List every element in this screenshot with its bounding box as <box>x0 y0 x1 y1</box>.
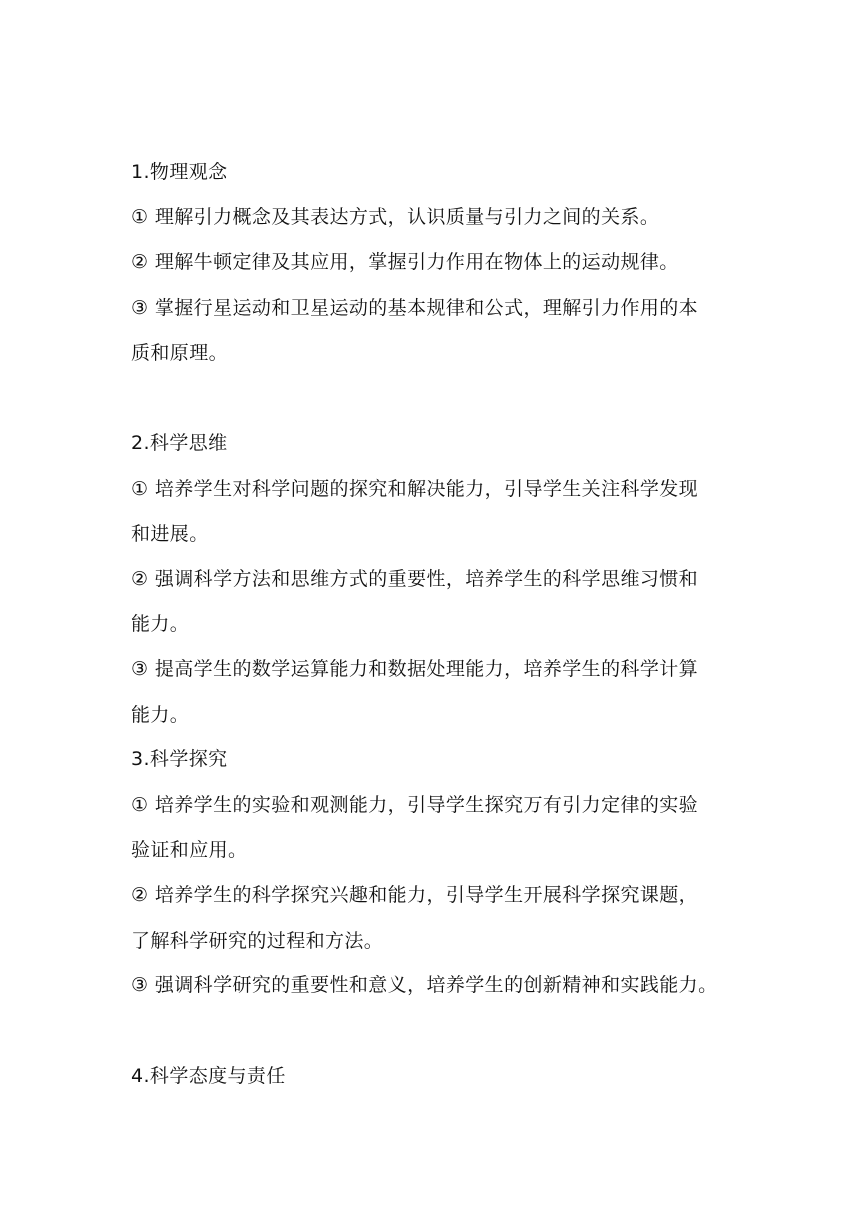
list-item-line: ① 培养学生对科学问题的探究和解决能力，引导学生关注科学发现 <box>131 478 699 500</box>
list-item-line-continuation: 能力。 <box>131 613 190 635</box>
list-item-line-continuation: 能力。 <box>131 704 190 726</box>
list-item-line: ③ 掌握行星运动和卫星运动的基本规律和公式，理解引力作用的本 <box>131 297 699 319</box>
list-item-line: ① 培养学生的实验和观测能力，引导学生探究万有引力定律的实验 <box>131 794 699 816</box>
list-item-line-continuation: 质和原理。 <box>131 342 229 364</box>
list-item-line-continuation: 验证和应用。 <box>131 839 248 861</box>
section-heading: 1.物理观念 <box>131 161 228 183</box>
list-item-line-continuation: 了解科学研究的过程和方法。 <box>131 930 384 952</box>
list-item-line: ③ 强调科学研究的重要性和意义，培养学生的创新精神和实践能力。 <box>131 974 718 996</box>
list-item-line: ① 理解引力概念及其表达方式，认识质量与引力之间的关系。 <box>131 206 660 228</box>
list-item-line: ② 培养学生的科学探究兴趣和能力，引导学生开展科学探究课题， <box>131 884 699 906</box>
section-heading: 2.科学思维 <box>131 432 228 454</box>
list-item-line: ② 理解牛顿定律及其应用，掌握引力作用在物体上的运动规律。 <box>131 251 679 273</box>
list-item-line-continuation: 和进展。 <box>131 523 209 545</box>
list-item-line: ③ 提高学生的数学运算能力和数据处理能力，培养学生的科学计算 <box>131 658 699 680</box>
list-item-line: ② 强调科学方法和思维方式的重要性，培养学生的科学思维习惯和 <box>131 568 699 590</box>
section-heading: 3.科学探究 <box>131 748 228 770</box>
section-heading: 4.科学态度与责任 <box>131 1065 286 1087</box>
